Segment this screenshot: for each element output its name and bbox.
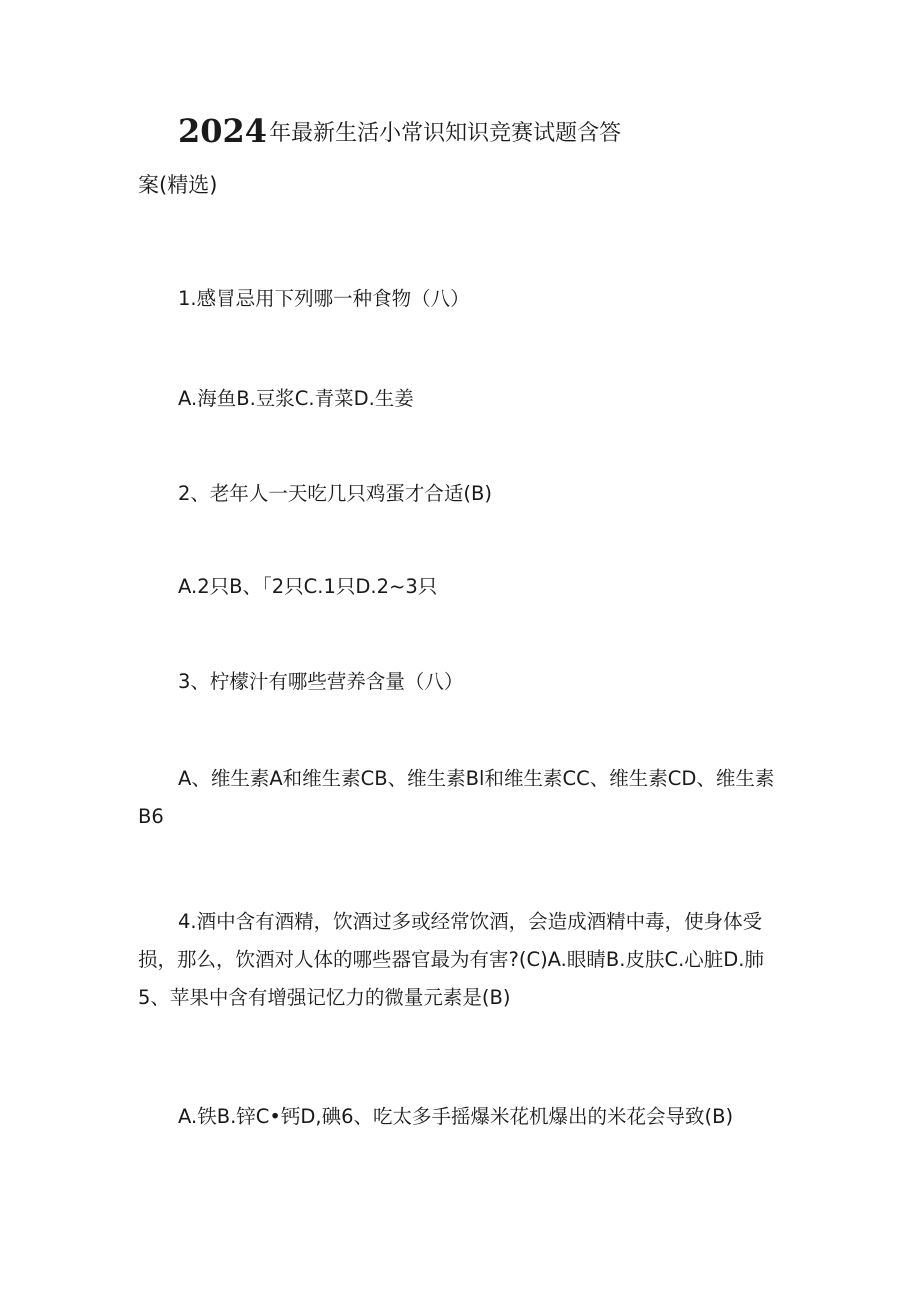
question-2-options: A.2只B、「2只C.1只D.2~3只 — [178, 575, 438, 598]
title-year: 2024 — [178, 112, 268, 150]
document-title-line-2: 案(精选) — [138, 173, 218, 197]
question-4-and-5: 4.酒中含有酒精，饮酒过多或经常饮酒，会造成酒精中毒，使身体受损，那么，饮酒对人体的哪些器官最为有害?(C)A.眼睛B.皮肤C.心脏D.肺5、苹果中含有增强记忆力的微量元素是(B) — [138, 910, 764, 1009]
document-title-line-1 — [178, 112, 621, 153]
question-3: 3、柠檬汁有哪些营养含量（八） — [178, 670, 464, 693]
question-1-options: A.海鱼B.豆浆C.青菜D.生姜 — [178, 387, 414, 410]
question-2: 2、老年人一天吃几只鸡蛋才合适(B) — [178, 482, 492, 505]
question-3-options: A、维生素A和维生素CB、维生素Bl和维生素CC、维生素CD、维生素B6 — [138, 767, 775, 828]
title-text-line-1: 年最新生活小常识知识竞赛试题含答 — [269, 121, 622, 146]
question-5-options-and-6: A.铁B.锌C•钙D,碘6、吃太多手摇爆米花机爆出的米花会导致(B) — [178, 1105, 734, 1128]
question-1: 1.感冒忌用下列哪一种食物（八） — [178, 287, 470, 310]
